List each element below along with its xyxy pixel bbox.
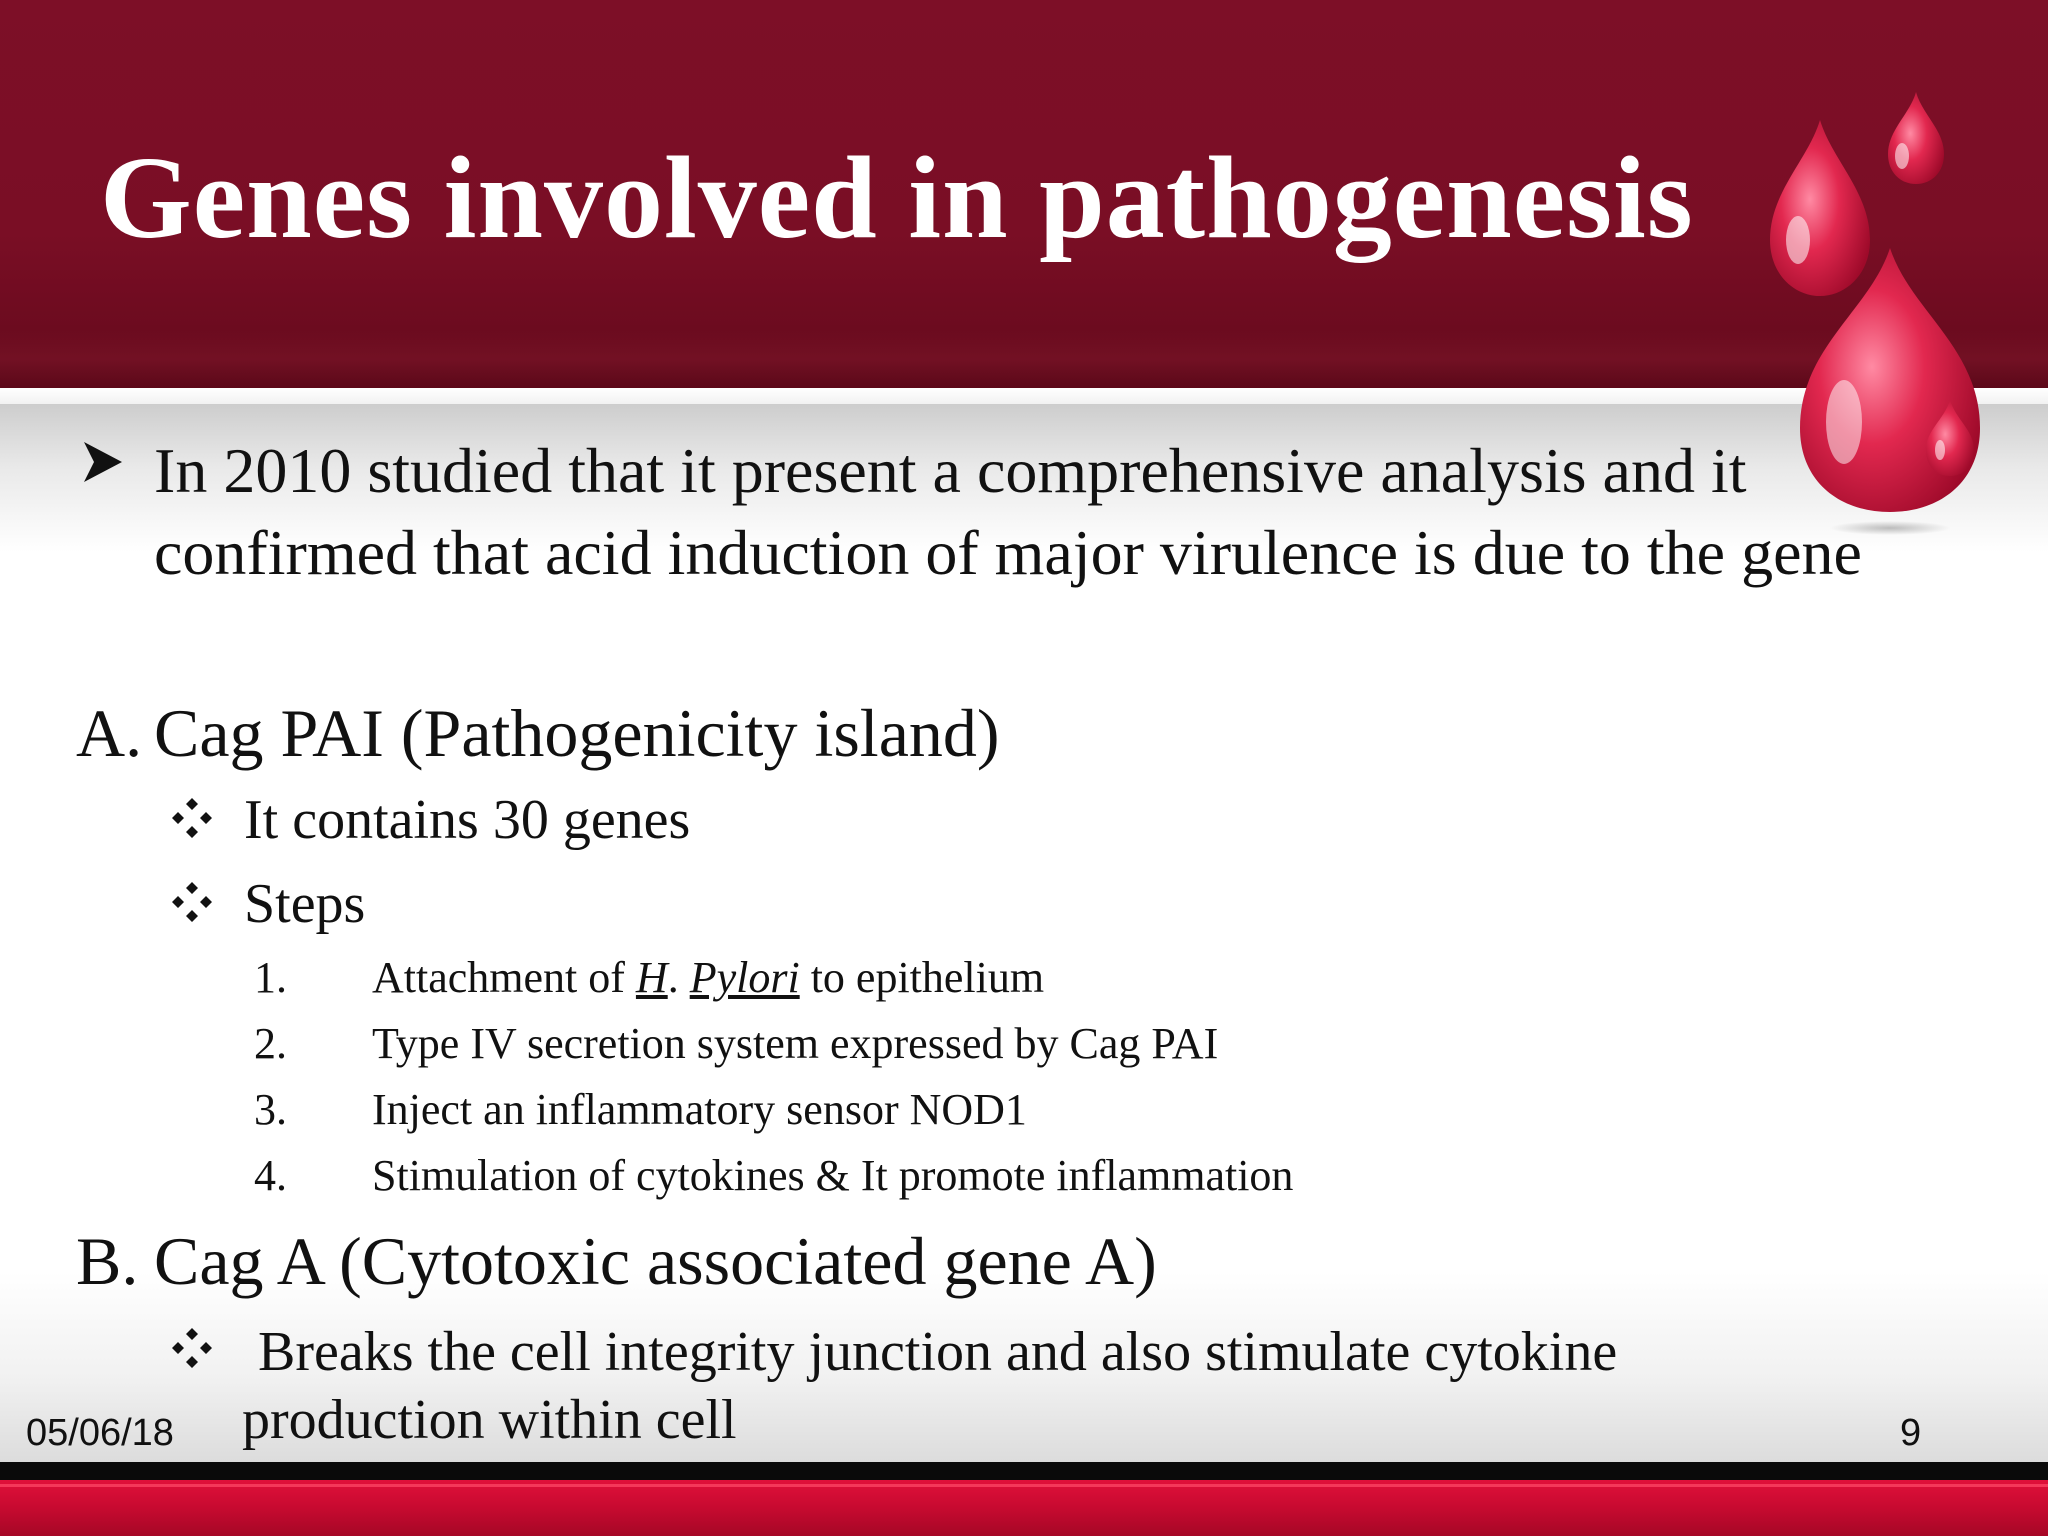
diamond-bullet-icon [170, 796, 214, 840]
slide-title: Genes involved in pathogenesis [100, 132, 1694, 263]
step-inject-sensor: Inject an inflammatory sensor NOD1 [372, 1085, 1027, 1134]
diamond-bullet-icon [170, 880, 214, 924]
intro-paragraph: In 2010 studied that it present a comprehensive analysis and it confirmed that acid induction of major virulence is due to the gene [154, 435, 1862, 588]
footer-red-bar [0, 1480, 2048, 1536]
step-cytokines: Stimulation of cytokines & It promote inflammation [372, 1151, 1294, 1200]
step-secretion-system: Type IV secretion system expressed by Cag PAI [372, 1019, 1219, 1068]
organism-species: Pylori [689, 953, 800, 1002]
footer-dark-bar [0, 1462, 2048, 1480]
diamond-bullet-icon [170, 1326, 214, 1370]
section-b-detail: Breaks the cell integrity junction and also stimulate cytokine production within cell [242, 1321, 1618, 1451]
step-number: 4. [254, 1151, 287, 1200]
bullet-genes-count: It contains 30 genes [244, 789, 691, 851]
step-attachment: Attachment of H. Pylori to epithelium [372, 953, 1045, 1002]
arrow-bullet-icon [78, 438, 126, 486]
section-a-letter: A. [76, 695, 143, 771]
section-a-heading: Cag PAI (Pathogenicity island) [154, 695, 1000, 771]
footer-red-highlight [0, 1484, 2048, 1487]
section-b-letter: B. [76, 1223, 139, 1299]
bullet-steps: Steps [244, 873, 366, 935]
section-b-heading: Cag A (Cytotoxic associated gene A) [154, 1223, 1157, 1299]
step-number: 1. [254, 953, 287, 1002]
step-number: 2. [254, 1019, 287, 1068]
step-number: 3. [254, 1085, 287, 1134]
organism-genus: H [635, 953, 668, 1002]
footer-date: 05/06/18 [26, 1412, 174, 1454]
page-number: 9 [1900, 1412, 1922, 1454]
